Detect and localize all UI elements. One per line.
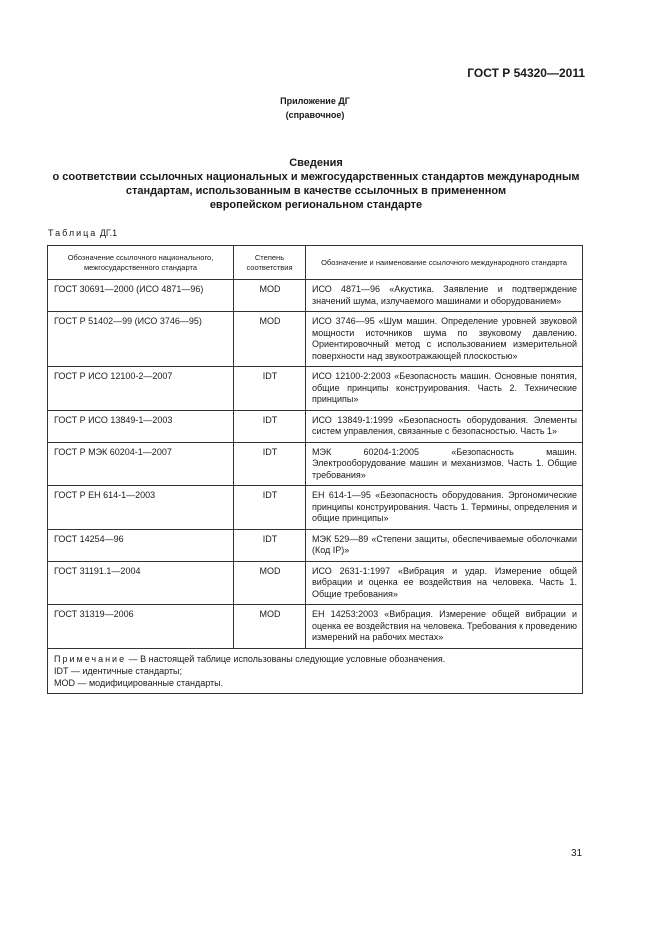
cell-national-standard: ГОСТ Р ИСО 13849-1—2003 [48, 410, 234, 442]
cell-national-standard: ГОСТ Р ЕН 614-1—2003 [48, 486, 234, 530]
header-degree: Степень соответствия [234, 246, 306, 280]
appendix-heading [0, 94, 630, 122]
note-intro [54, 653, 577, 665]
table-row [48, 312, 583, 367]
cell-international-standard: ИСО 12100-2:2003 «Безопасность машин. Основные понятия, общие принципы конструирования. Часть 2. Технические принципы» [306, 367, 583, 411]
cell-international-standard: ИСО 13849-1:1999 «Безопасность оборудования. Элементы систем управления, связанные с безопасностью. Часть 1» [306, 410, 583, 442]
table-row [48, 442, 583, 486]
header-national-standard: Обозначение ссылочного национального, межгосударственного стандарта [48, 246, 234, 280]
cell-degree: MOD [234, 312, 306, 367]
cell-international-standard: ИСО 2631-1:1997 «Вибрация и удар. Измерение общей вибрации и оценка ее воздействия на человека. Часть 1. Общие требования» [306, 561, 583, 605]
cell-national-standard: ГОСТ 14254—96 [48, 529, 234, 561]
note-intro-text: — В настоящей таблице использованы следующие условные обозначения. [128, 653, 446, 664]
table-note-row [48, 648, 583, 693]
table-row [48, 280, 583, 312]
section-title [30, 156, 602, 212]
note-mod: MOD — модифицированные стандарты. [54, 677, 224, 688]
note-label: Примечание [54, 653, 127, 664]
note-idt: IDT — идентичные стандарты; [54, 665, 183, 676]
title-line-2: о соответствии ссылочных национальных и межгосударственных стандартов международным [52, 171, 580, 183]
cell-international-standard: МЭК 60204-1:2005 «Безопасность машин. Электрооборудование машин и механизмов. Часть 1. Общие требования» [306, 442, 583, 486]
table-note [48, 648, 583, 693]
cell-international-standard: ИСО 3746—95 «Шум машин. Определение уровней звуковой мощности источников шума по звуковому давлению. Ориентировочный метод с использованием измерительной поверхности над звукоотражающей плоскостью» [306, 312, 583, 367]
appendix-label: Приложение ДГ [280, 96, 350, 106]
table-row [48, 486, 583, 530]
cell-international-standard: ЕН 614-1—95 «Безопасность оборудования. Эргономические принципы конструирования. Часть 1. Термины, определения и общие принципы» [306, 486, 583, 530]
table-caption-prefix: Таблица [48, 228, 98, 238]
appendix-type: (справочное) [285, 110, 345, 120]
table-row [48, 561, 583, 605]
cell-degree: MOD [234, 280, 306, 312]
cell-degree: MOD [234, 561, 306, 605]
cell-degree: MOD [234, 605, 306, 649]
cell-national-standard: ГОСТ Р 51402—99 (ИСО 3746—95) [48, 312, 234, 367]
table-caption-number: ДГ.1 [99, 228, 118, 238]
page-number: 31 [571, 848, 583, 859]
cell-national-standard: ГОСТ 31319—2006 [48, 605, 234, 649]
cell-national-standard: ГОСТ 30691—2000 (ИСО 4871—96) [48, 280, 234, 312]
table-row [48, 367, 583, 411]
title-line-4: европейском региональном стандарте [209, 199, 423, 211]
cell-degree: IDT [234, 442, 306, 486]
title-line-3: стандартам, использованным в качестве ссылочных в примененном [125, 185, 507, 197]
cell-degree: IDT [234, 367, 306, 411]
cell-international-standard: МЭК 529—89 «Степени защиты, обеспечиваемые оболочками (Код IP)» [306, 529, 583, 561]
table-row [48, 410, 583, 442]
document-code: ГОСТ Р 54320—2011 [467, 66, 585, 80]
table-row [48, 529, 583, 561]
cell-international-standard: ЕН 14253:2003 «Вибрация. Измерение общей вибрации и оценка ее воздействия на человека. Требования к проведению измерений на рабочих местах» [306, 605, 583, 649]
cell-degree: IDT [234, 529, 306, 561]
table-caption [48, 228, 117, 238]
cell-national-standard: ГОСТ 31191.1—2004 [48, 561, 234, 605]
cell-national-standard: ГОСТ Р МЭК 60204-1—2007 [48, 442, 234, 486]
standards-table [47, 245, 583, 694]
cell-degree: IDT [234, 410, 306, 442]
table-body [48, 280, 583, 649]
table-header-row [48, 246, 583, 280]
table-row [48, 605, 583, 649]
cell-degree: IDT [234, 486, 306, 530]
title-line-1: Сведения [289, 157, 343, 169]
header-international-standard: Обозначение и наименование ссылочного международного стандарта [306, 246, 583, 280]
cell-international-standard: ИСО 4871—96 «Акустика. Заявление и подтверждение значений шума, излучаемого машинами и оборудованием» [306, 280, 583, 312]
cell-national-standard: ГОСТ Р ИСО 12100-2—2007 [48, 367, 234, 411]
